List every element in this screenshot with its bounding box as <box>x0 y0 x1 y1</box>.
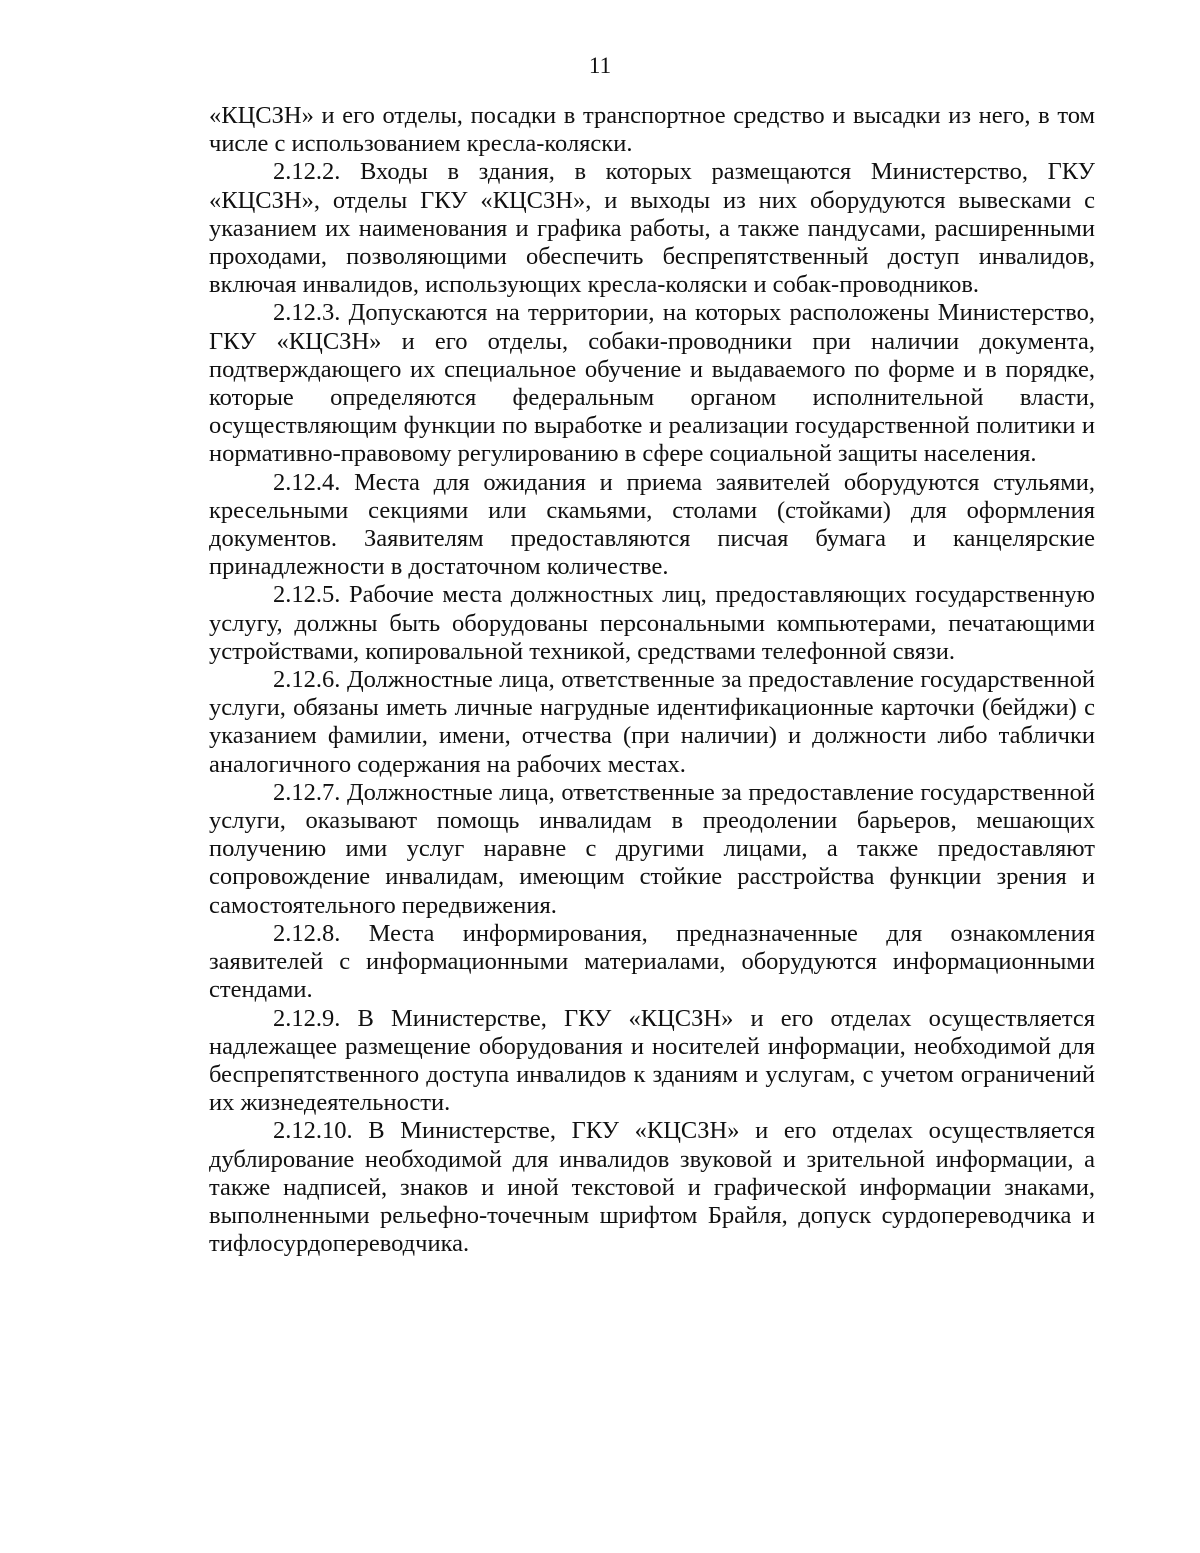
paragraph-2-12-9: 2.12.9. В Министерстве, ГКУ «КЦСЗН» и его отделах осуществляется надлежащее размещение оборудования и носителей информации, необходимой для беспрепятственного доступа инвалидов к зданиям и услугам, с учетом ограничений их жизнедеятельности. <box>209 1004 1095 1117</box>
paragraph-2-12-7: 2.12.7. Должностные лица, ответственные за предоставление государственной услуги, оказывают помощь инвалидам в преодолении барьеров, мешающих получению ими услуг наравне с другими лицами, а также предоставляют сопровождение инвалидам, имеющим стойкие расстройства функции зрения и самостоятельного передвижения. <box>209 778 1095 919</box>
paragraph-2-12-4: 2.12.4. Места для ожидания и приема заявителей оборудуются стульями, кресельными секциями или скамьями, столами (стойками) для оформления документов. Заявителям предоставляются писчая бумага и канцелярские принадлежности в достаточном количестве. <box>209 468 1095 581</box>
paragraph-2-12-2: 2.12.2. Входы в здания, в которых размещаются Министерство, ГКУ «КЦСЗН», отделы ГКУ «КЦСЗН», и выходы из них оборудуются вывесками с указанием их наименования и графика работы, а также пандусами, расширенными проходами, позволяющими обеспечить беспрепятственный доступ инвалидов, включая инвалидов, использующих кресла-коляски и собак-проводников. <box>209 158 1095 299</box>
page-number: 11 <box>588 53 612 78</box>
paragraph-continuation: «КЦСЗН» и его отделы, посадки в транспортное средство и высадки из него, в том числе с использованием кресла-коляски. <box>209 102 1095 158</box>
document-body <box>209 102 1095 1258</box>
paragraph-2-12-3: 2.12.3. Допускаются на территории, на которых расположены Министерство, ГКУ «КЦСЗН» и его отделы, собаки-проводники при наличии документа, подтверждающего их специальное обучение и выдаваемого по форме и в порядке, которые определяются федеральным органом исполнительной власти, осуществляющим функции по выработке и реализации государственной политики и нормативно-правовому регулированию в сфере социальной защиты населения. <box>209 299 1095 468</box>
paragraph-2-12-6: 2.12.6. Должностные лица, ответственные за предоставление государственной услуги, обязаны иметь личные нагрудные идентификационные карточки (бейджи) с указанием фамилии, имени, отчества (при наличии) и должности либо таблички аналогичного содержания на рабочих местах. <box>209 666 1095 778</box>
paragraph-2-12-10: 2.12.10. В Министерстве, ГКУ «КЦСЗН» и его отделах осуществляется дублирование необходимой для инвалидов звуковой и зрительной информации, а также надписей, знаков и иной текстовой и графической информации знаками, выполненными рельефно-точечным шрифтом Брайля, допуск сурдопереводчика и тифлосурдопереводчика. <box>209 1117 1095 1258</box>
paragraph-2-12-5: 2.12.5. Рабочие места должностных лиц, предоставляющих государственную услугу, должны быть оборудованы персональными компьютерами, печатающими устройствами, копировальной техникой, средствами телефонной связи. <box>209 581 1095 665</box>
paragraph-2-12-8: 2.12.8. Места информирования, предназначенные для ознакомления заявителей с информационными материалами, оборудуются информационными стендами. <box>209 919 1095 1004</box>
